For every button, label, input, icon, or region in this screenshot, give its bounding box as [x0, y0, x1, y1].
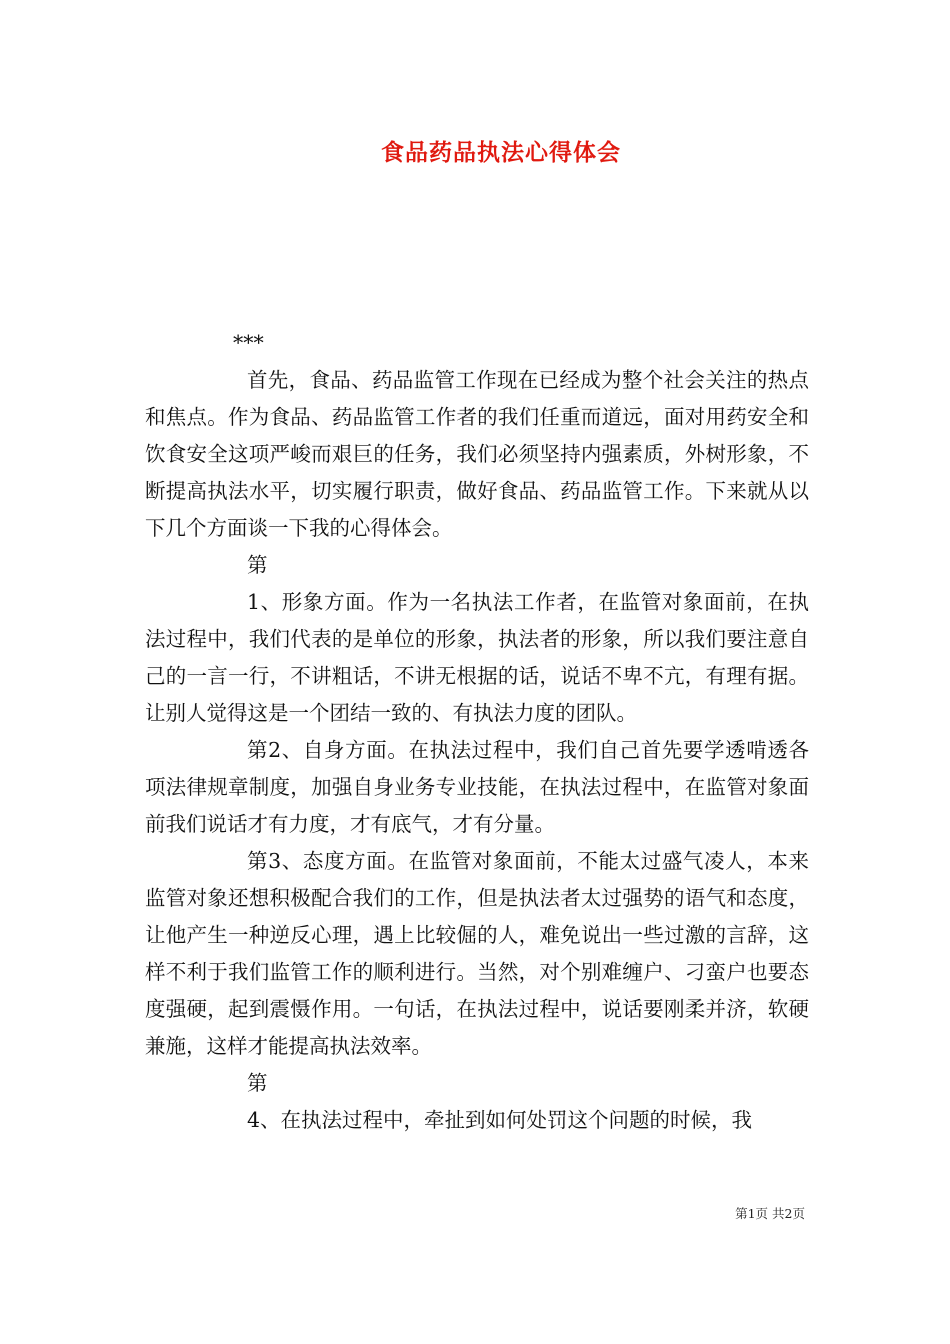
document-title: 食品药品执法心得体会 — [381, 139, 621, 166]
paragraph-heading-4: 第 — [247, 1071, 268, 1095]
paragraph-self: 第2、自身方面。在执法过程中，我们自己首先要学透啃透各项法律规章制度，加强自身业务专业技能，在执法过程中，在监管对象面前我们说话才有力度，才有底气，才有分量。 — [145, 738, 809, 836]
paragraph-attitude: 第3、态度方面。在监管对象面前，不能太过盛气凌人，本来监管对象还想积极配合我们的工作，但是执法者太过强势的语气和态度，让他产生一种逆反心理，遇上比较倔的人，难免说出一些过激的言辞，这样不利于我们监管工作的顺利进行。当然，对个别难缠户、刁蛮户也要态度强硬，起到震慑作用。一句话，在执法过程中，说话要刚柔并济，软硬兼施，这样才能提高执法效率。 — [145, 849, 809, 1058]
paragraph-heading-1: 第 — [247, 553, 268, 577]
page-indicator: 第1页 共2页 — [735, 1206, 805, 1221]
separator-stars: *** — [233, 331, 264, 355]
paragraph-intro: 首先，食品、药品监管工作现在已经成为整个社会关注的热点和焦点。作为食品、药品监管工作者的我们任重而道远，面对用药安全和饮食安全这项严峻而艰巨的任务，我们必须坚持内强素质，外树形象，不断提高执法水平，切实履行职责，做好食品、药品监管工作。下来就从以下几个方面谈一下我的心得体会。 — [145, 368, 809, 540]
document-body — [145, 325, 809, 1139]
paragraph-penalty: 4、在执法过程中，牵扯到如何处罚这个问题的时候，我 — [247, 1108, 753, 1132]
paragraph-image: 1、形象方面。作为一名执法工作者，在监管对象面前，在执法过程中，我们代表的是单位的形象，执法者的形象，所以我们要注意自己的一言一行，不讲粗话，不讲无根据的话，说话不卑不亢，有理有据。让别人觉得这是一个团结一致的、有执法力度的团队。 — [145, 590, 809, 725]
